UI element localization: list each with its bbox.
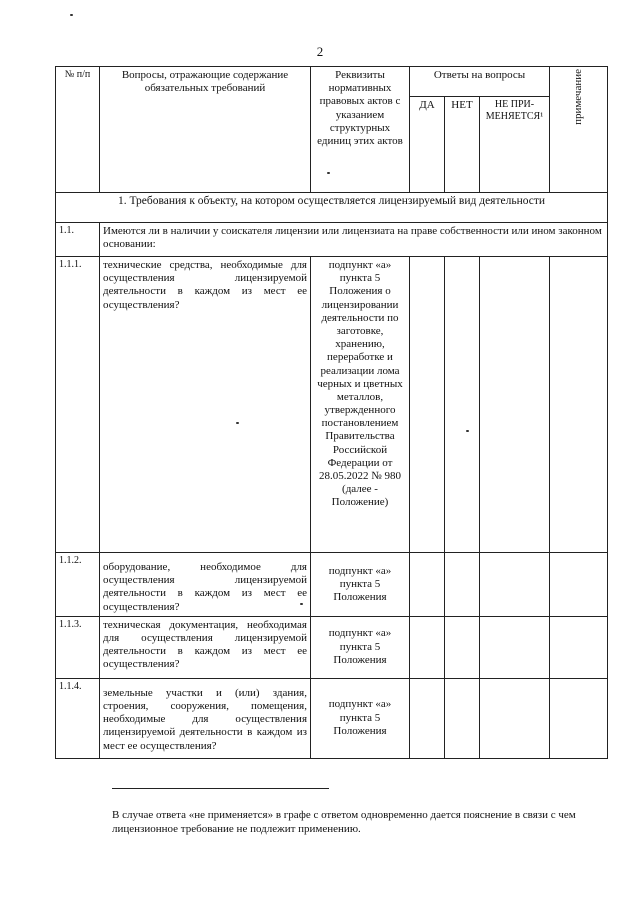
answer-yes-cell <box>410 616 445 678</box>
footnote-separator <box>112 788 329 789</box>
note-cell <box>550 678 608 758</box>
note-cell <box>550 616 608 678</box>
section-title: 1. Требования к объекту, на котором осуществляется лицензируемый вид деятельности <box>56 193 608 223</box>
row-question: техническая документация, необходимая для осуществления лицензируемой деятельности в каждом из мест ее осуществления? <box>100 616 311 678</box>
row-question: земельные участки и (или) здания, строения, сооружения, помещения, необходимые для осуществления лицензируемой деятельности в каждом из мест ее осуществления? <box>100 678 311 758</box>
row-reference: подпункт «а» пункта 5 Положения о лицензировании деятельности по заготовке, хранению, переработке и реализации лома черных и цветных металлов, утвержденного постановлением Правительства Российской Федерации от 28.05.2022 № 980 (далее - Положение) <box>311 257 410 553</box>
header-yes: ДА <box>410 97 445 193</box>
row-reference: подпункт «а» пункта 5 Положения <box>311 553 410 617</box>
table-row <box>56 678 608 758</box>
header-note-cell <box>550 67 608 193</box>
answer-no-cell <box>445 616 480 678</box>
page-number: 2 <box>316 44 324 59</box>
header-questions: Вопросы, отражающие содержание обязательных требований <box>100 67 311 193</box>
answer-yes-cell <box>410 553 445 617</box>
answer-na-cell <box>480 616 550 678</box>
header-requisites: Реквизиты нормативных правовых актов с указанием структурных единиц этих актов <box>311 67 410 193</box>
header-na: НЕ ПРИ-МЕНЯЕТСЯ¹ <box>480 97 550 193</box>
row-number: 1.1. <box>56 223 100 257</box>
answer-yes-cell <box>410 678 445 758</box>
row-reference: подпункт «а» пункта 5 Положения <box>311 678 410 758</box>
scan-speck <box>466 430 469 432</box>
answer-no-cell <box>445 678 480 758</box>
table-row <box>56 616 608 678</box>
answer-no-cell <box>445 257 480 553</box>
row-number: 1.1.2. <box>56 553 100 617</box>
row-number: 1.1.4. <box>56 678 100 758</box>
row-number: 1.1.3. <box>56 616 100 678</box>
row-question: оборудование, необходимое для осуществления лицензируемой деятельности в каждом из мест ее осуществления? <box>100 553 311 617</box>
header-no: НЕТ <box>445 97 480 193</box>
scan-speck <box>300 603 303 605</box>
note-cell <box>550 553 608 617</box>
section-row <box>56 193 608 223</box>
header-answers: Ответы на вопросы <box>410 67 550 97</box>
answer-no-cell <box>445 553 480 617</box>
scan-speck <box>236 422 239 424</box>
answer-na-cell <box>480 257 550 553</box>
row-question: Имеются ли в наличии у соискателя лицензии или лицензиата на праве собственности или ином законном основании: <box>100 223 608 257</box>
answer-na-cell <box>480 678 550 758</box>
header-num: № п/п <box>56 67 100 193</box>
row-reference: подпункт «а» пункта 5 Положения <box>311 616 410 678</box>
table-row <box>56 223 608 257</box>
row-question: технические средства, необходимые для осуществления лицензируемой деятельности в каждом из мест ее осуществления? <box>100 257 311 553</box>
answer-na-cell <box>480 553 550 617</box>
answer-yes-cell <box>410 257 445 553</box>
checklist-table <box>55 66 608 759</box>
table-row <box>56 257 608 553</box>
note-cell <box>550 257 608 553</box>
header-row-1 <box>56 67 608 97</box>
scan-speck <box>327 172 330 174</box>
table-row <box>56 553 608 617</box>
footnote: В случае ответа «не применяется» в графе с ответом одновременно дается пояснение в связи с чем лицензионное требование не подлежит применению. <box>112 809 576 835</box>
scan-speck <box>70 14 73 16</box>
row-number: 1.1.1. <box>56 257 100 553</box>
header-note: примечание <box>571 69 584 125</box>
